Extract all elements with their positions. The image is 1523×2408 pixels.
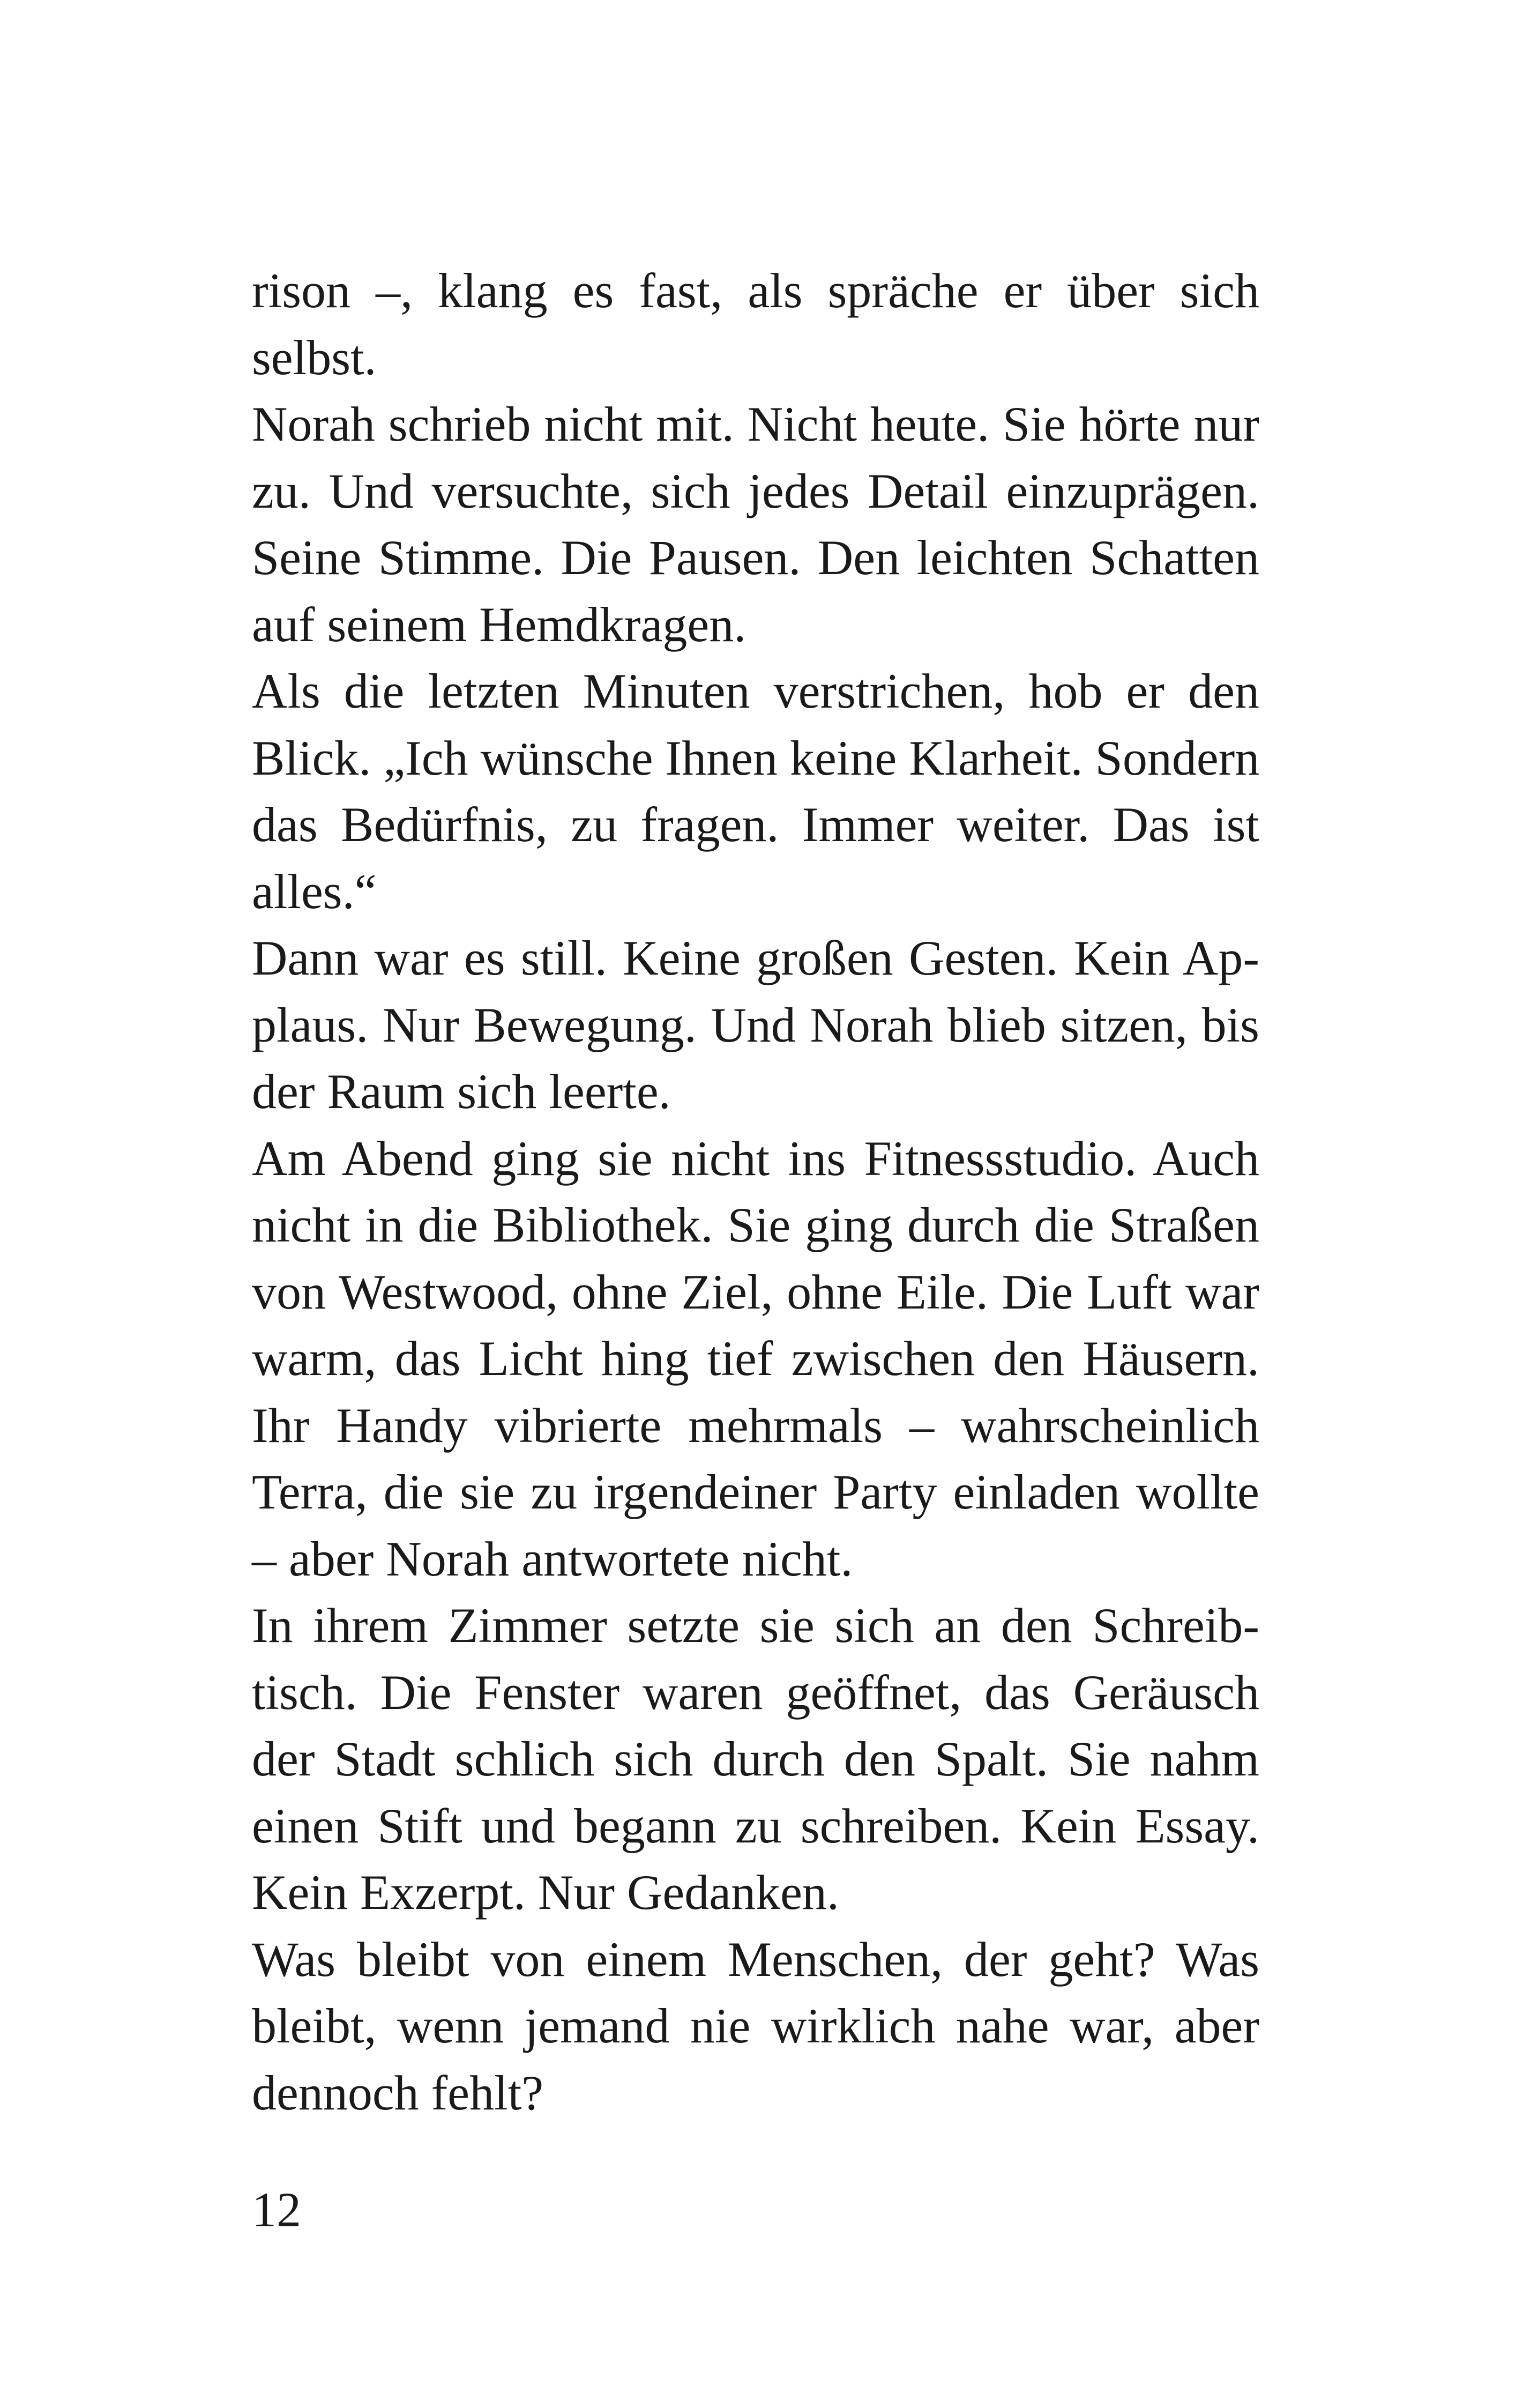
text-line: der Stadt schlich sich durch den Spalt. Sie nahm [252, 1731, 1259, 1786]
text-line: Dann war es still. Keine großen Gesten. Kein Ap- [252, 931, 1259, 985]
text-line: Was bleibt von einem Menschen, der geht? Was [252, 1931, 1259, 1987]
text-line: Seine Stimme. Die Pausen. Den leichten Schatten [252, 530, 1259, 585]
text-line: zu. Und versuchte, sich jedes Detail einzuprägen. [252, 463, 1259, 518]
text-line: selbst. [252, 330, 377, 385]
page-number: 12 [252, 2182, 301, 2237]
text-line: rison –, klang es fast, als spräche er über sich [252, 263, 1259, 318]
text-line: alles.“ [252, 864, 377, 919]
body-text [252, 257, 1259, 2126]
text-line: Norah schrieb nicht mit. Nicht heute. Sie hörte nur [252, 397, 1259, 451]
text-line: Ihr Handy vibrierte mehrmals – wahrscheinlich [252, 1398, 1259, 1453]
text-line: plaus. Nur Bewegung. Und Norah blieb sitzen, bis [252, 997, 1259, 1052]
text-line: Am Abend ging sie nicht ins Fitnessstudio. Auch [252, 1131, 1259, 1186]
text-line: warm, das Licht hing tief zwischen den Häusern. [252, 1331, 1259, 1386]
text-line: In ihrem Zimmer setzte sie sich an den Schreib- [252, 1598, 1259, 1653]
text-line: Als die letzten Minuten verstrichen, hob er den [252, 664, 1259, 718]
text-line: Terra, die sie zu irgendeiner Party einladen wollte [252, 1465, 1259, 1519]
text-line: der Raum sich leerte. [252, 1064, 671, 1119]
text-line: das Bedürfnis, zu fragen. Immer weiter. Das ist [252, 797, 1259, 852]
text-line: dennoch fehlt? [252, 2065, 544, 2120]
text-line: von Westwood, ohne Ziel, ohne Eile. Die Luft war [252, 1264, 1259, 1319]
text-line: Blick. „Ich wünsche Ihnen keine Klarheit. Sondern [252, 730, 1260, 785]
text-line: Kein Exzerpt. Nur Gedanken. [252, 1865, 839, 1920]
text-line: tisch. Die Fenster waren geöffnet, das Geräusch [252, 1664, 1259, 1720]
text-line: – aber Norah antwortete nicht. [252, 1531, 853, 1586]
text-line: bleibt, wenn jemand nie wirklich nahe war, aber [252, 1998, 1259, 2053]
text-line: nicht in die Bibliothek. Sie ging durch die Straßen [252, 1198, 1259, 1252]
text-line: einen Stift und begann zu schreiben. Kein Essay. [252, 1798, 1259, 1853]
text-line: auf seinem Hemdkragen. [252, 597, 746, 652]
